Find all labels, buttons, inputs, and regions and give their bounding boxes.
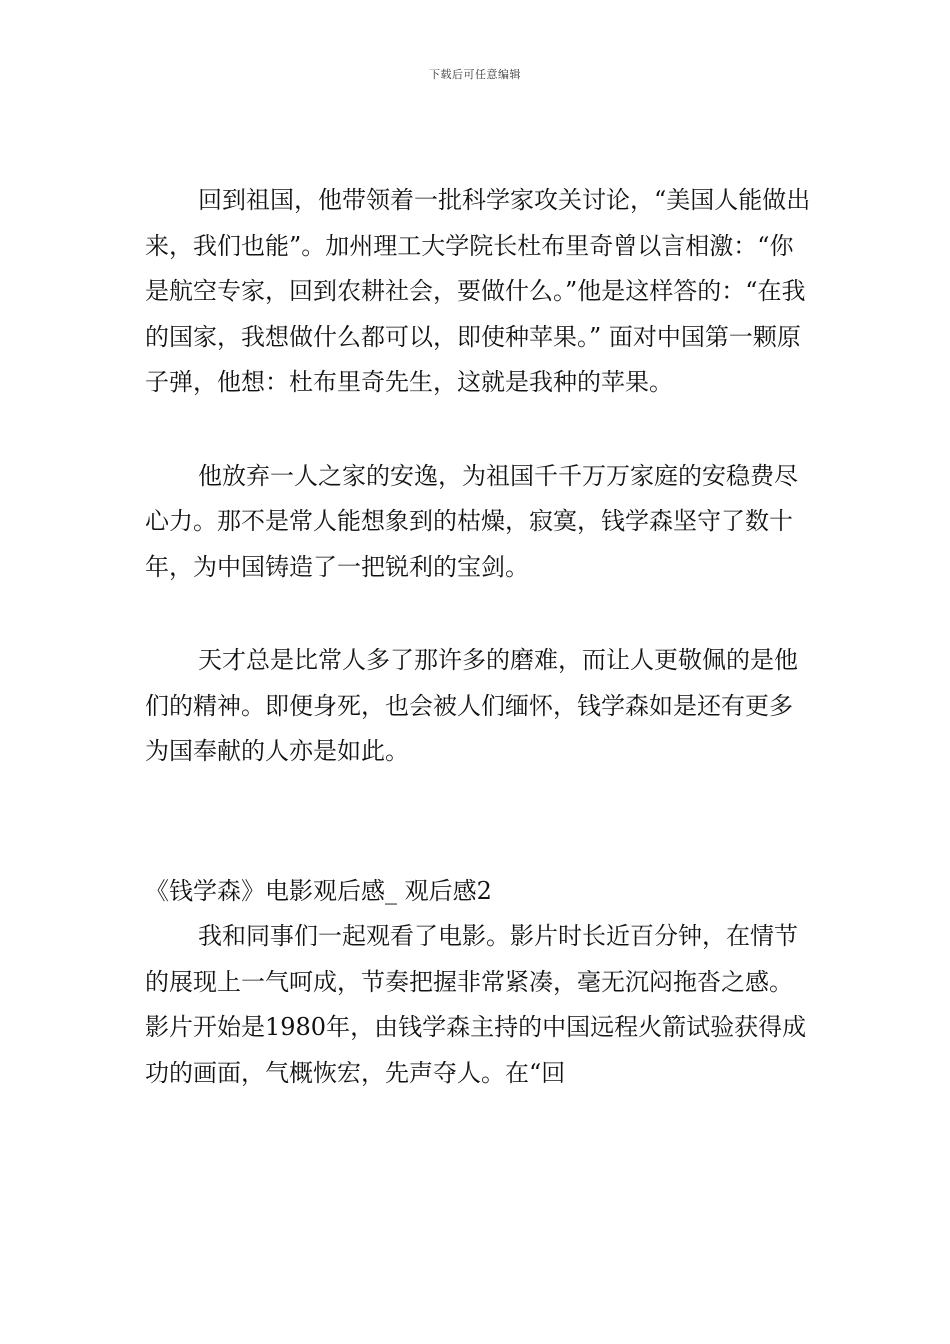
section-title: 《钱学森》电影观后感_ 观后感2 bbox=[145, 876, 492, 905]
paragraph-sacrifice: 他放弃一人之家的安逸，为祖国千千万万家庭的安稳费尽心力。那不是常人能想象到的枯燥，寂寞，钱学森坚守了数十年，为中国铸造了一把锐利的宝剑。 bbox=[145, 461, 798, 581]
paragraph-watched-movie: 我和同事们一起观看了电影。影片时长近百分钟，在情节的展现上一气呵成，节奏把握非常紧凑，毫无沉闷拖沓之感。影片开始是1980年，由钱学森主持的中国远程火箭试验获得成功的画面，气概恢宏，先声夺人。在“回 bbox=[145, 922, 807, 1087]
paragraph-return-to-motherland: 回到祖国，他带领着一批科学家攻关讨论，“美国人能做出来，我们也能”。加州理工大学院长杜布里奇曾以言相激：“你是航空专家，回到农耕社会，要做什么。”他是这样答的：“在我的国家，我想做什么都可以，即使种苹果。” 面对中国第一颗原子弹，他想：杜布里奇先生，这就是我种的苹果。 bbox=[145, 186, 811, 396]
document-body bbox=[145, 178, 813, 1096]
paragraph-genius-hardship: 天才总是比常人多了那许多的磨难，而让人更敬佩的是他们的精神。即便身死，也会被人们缅怀，钱学森如是还有更多为国奉献的人亦是如此。 bbox=[145, 646, 798, 765]
page-header: 下载后可任意编辑 bbox=[429, 68, 521, 81]
